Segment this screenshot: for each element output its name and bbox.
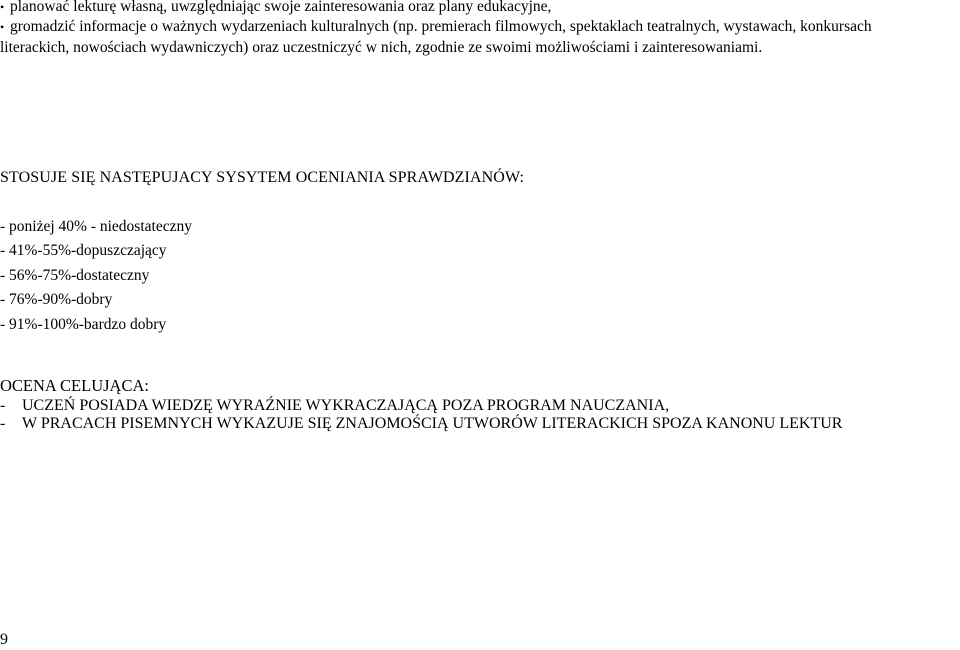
celujaca-item-2: [0, 414, 842, 434]
bullet-text: planować lekturę własną, uwzględniając swoje zainteresowania oraz plany edukacyjne,: [10, 0, 552, 15]
celujaca-item-text: W PRACACH PISEMNYCH WYKAZUJE SIĘ ZNAJOMOŚCIĄ UTWORÓW LITERACKICH SPOZA KANONU LEKTUR: [22, 415, 843, 432]
dash-marker: -: [0, 415, 6, 432]
grading-heading: STOSUJE SIĘ NASTĘPUJACY SYSYTEM OCENIANIA SPRAWDZIANÓW:: [0, 169, 525, 186]
dash-marker: -: [0, 397, 6, 414]
grading-scale-item: - 91%-100%-bardzo dobry: [0, 316, 167, 333]
bullet-item-2-continuation: literackich, nowościach wydawniczych) oraz uczestniczyć w nich, zgodnie ze swoimi możliwościami i zainteresowaniami.: [0, 39, 763, 56]
celujaca-title: OCENA CELUJĄCA:: [0, 376, 149, 395]
bullet-item-2: [0, 17, 872, 37]
grading-scale-item: - 41%-55%-dopuszczający: [0, 242, 167, 259]
grading-scale-item: - 56%-75%-dostateczny: [0, 267, 150, 284]
grading-scale-item: - poniżej 40% - niedostateczny: [0, 218, 192, 235]
bullet-item-1: [0, 0, 551, 17]
bullet-text: gromadzić informacje o ważnych wydarzeniach kulturalnych (np. premierach filmowych, spektaklach teatralnych, wystawach, konkursach: [10, 18, 872, 35]
bullet-icon: •: [0, 20, 5, 34]
celujaca-item-text: UCZEŃ POSIADA WIEDZĘ WYRAŹNIE WYKRACZAJĄCĄ POZA PROGRAM NAUCZANIA,: [22, 397, 670, 414]
bullet-icon: •: [0, 0, 5, 14]
celujaca-item-1: [0, 396, 669, 416]
page-number: 9: [0, 631, 8, 648]
grading-scale-item: - 76%-90%-dobry: [0, 291, 113, 308]
